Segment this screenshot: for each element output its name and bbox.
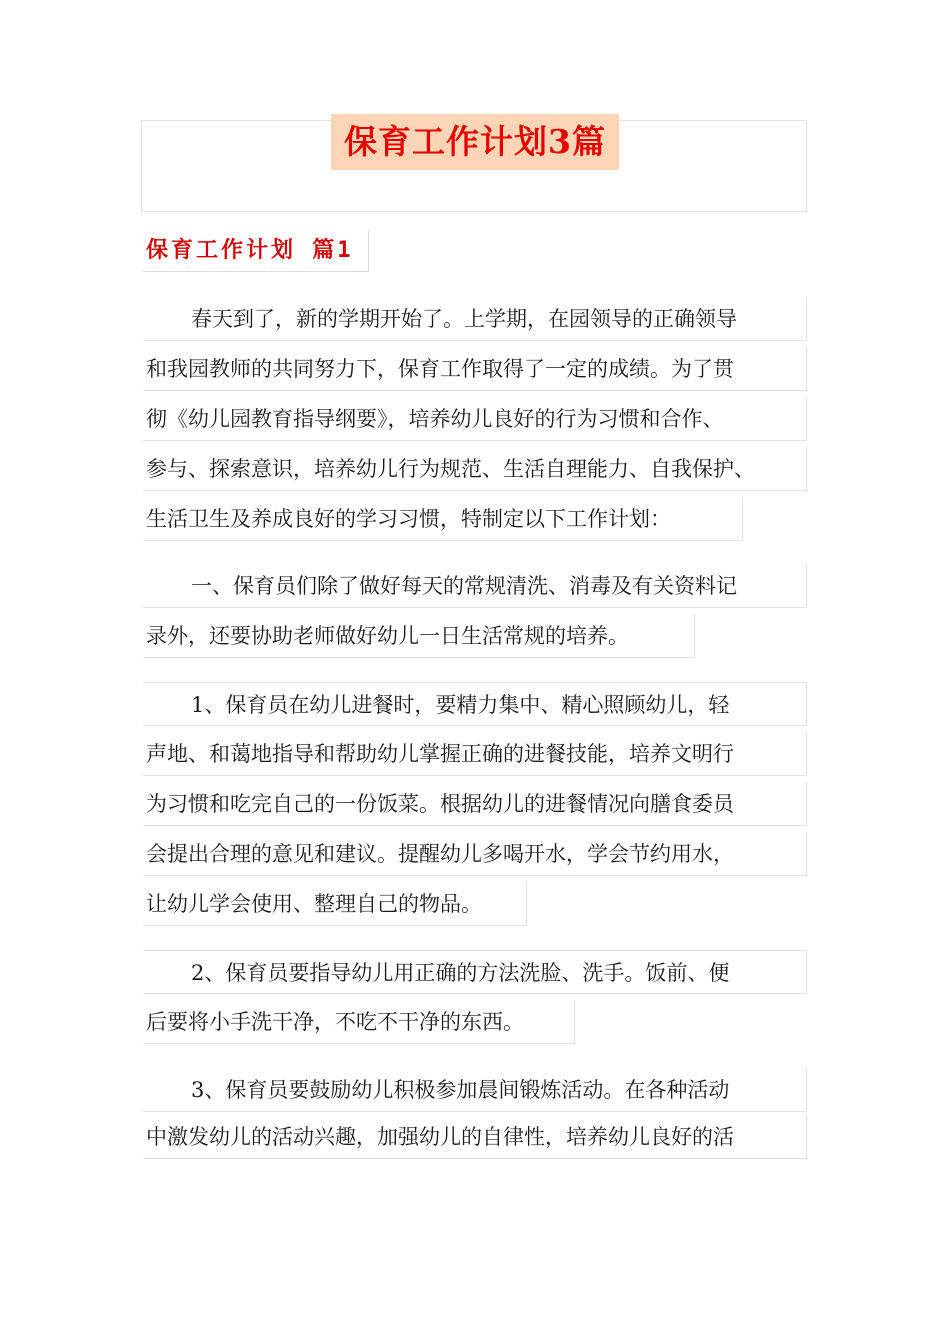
paragraph-5-line-2: 中激发幼儿的活动兴趣，加强幼儿的自律性，培养幼儿良好的活 xyxy=(143,1115,807,1159)
paragraph-1-line-2: 和我园教师的共同努力下，保育工作取得了一定的成绩。为了贯 xyxy=(143,347,807,391)
paragraph-3-line-3: 为习惯和吃完自己的一份饭菜。根据幼儿的进餐情况向膳食委员 xyxy=(143,782,807,826)
paragraph-1-line-5: 生活卫生及养成良好的学习习惯，特制定以下工作计划： xyxy=(143,497,743,541)
paragraph-1-line-4: 参与、探索意识，培养幼儿行为规范、生活自理能力、自我保护、 xyxy=(143,447,807,491)
paragraph-3-line-4: 会提出合理的意见和建议。提醒幼儿多喝开水，学会节约用水， xyxy=(143,832,807,876)
paragraph-2-line-2: 录外，还要协助老师做好幼儿一日生活常规的培养。 xyxy=(143,614,695,658)
paragraph-3-line-5: 让幼儿学会使用、整理自己的物品。 xyxy=(143,882,527,926)
paragraph-4-line-2: 后要将小手洗干净，不吃不干净的东西。 xyxy=(143,1000,575,1044)
paragraph-1-line-1: 春天到了，新的学期开始了。上学期，在园领导的正确领导 xyxy=(143,297,807,341)
paragraph-5-line-1: 3、保育员要鼓励幼儿积极参加晨间锻炼活动。在各种活动 xyxy=(143,1068,807,1112)
paragraph-1-line-3: 彻《幼儿园教育指导纲要》，培养幼儿良好的行为习惯和合作、 xyxy=(143,397,807,441)
paragraph-3-line-2: 声地、和蔼地指导和帮助幼儿掌握正确的进餐技能，培养文明行 xyxy=(143,732,807,776)
paragraph-3-line-1: 1、保育员在幼儿进餐时，要精力集中、精心照顾幼儿，轻 xyxy=(143,682,807,726)
page-title: 保育工作计划3篇 xyxy=(344,122,606,161)
paragraph-4-line-1: 2、保育员要指导幼儿用正确的方法洗脸、洗手。饭前、便 xyxy=(143,950,807,994)
section-heading: 保育工作计划 篇1 xyxy=(143,230,369,272)
paragraph-2-line-1: 一、保育员们除了做好每天的常规清洗、消毒及有关资料记 xyxy=(143,564,807,608)
